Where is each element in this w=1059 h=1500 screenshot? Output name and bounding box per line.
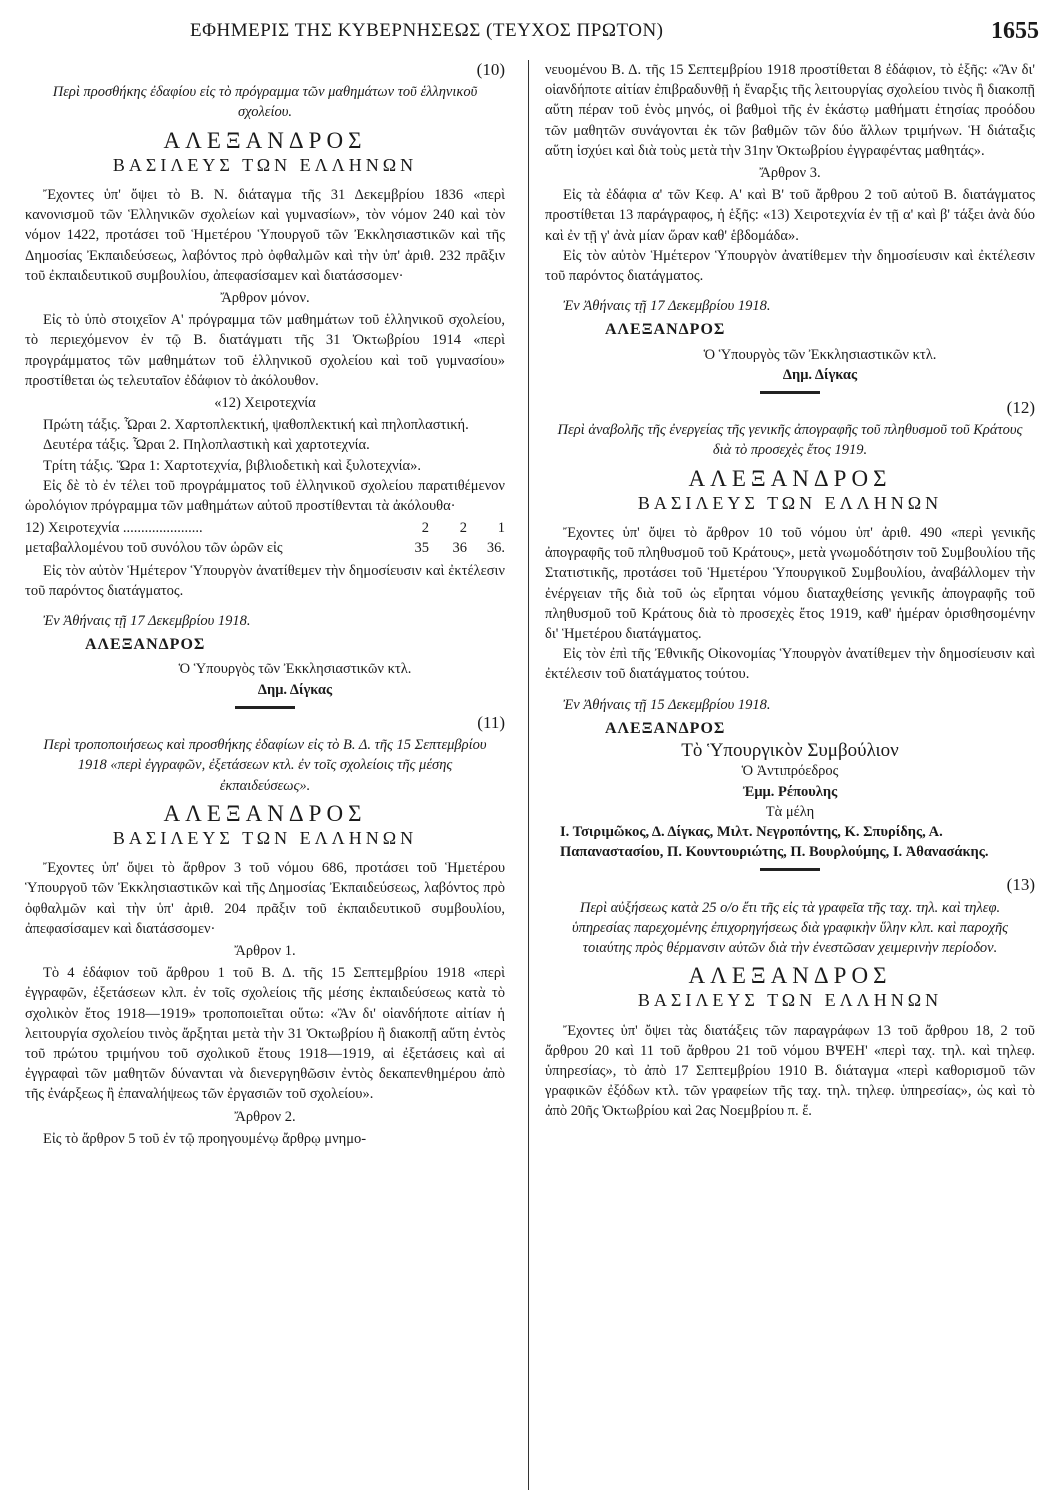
members-title: Τὰ μέλη: [765, 803, 815, 820]
king-subheading: ΒΑΣΙΛΕΥΣ ΤΩΝ ΕΛΛΗΝΩΝ: [112, 827, 418, 848]
decree-10: [25, 60, 505, 709]
article-body: Τὸ 4 ἐδάφιον τοῦ ἄρθρου 1 τοῦ Β. Δ. τῆς 15 Σεπτεμβρίου 1918 «περὶ ἐγγραφῶν, ἐξετάσεων κλπ. ἐν τοῖς σχολείοις τῆς μέσης ἐκπαιδεύσεως κατὰ τὸ σχολικὸν ἔτος 1918—1919» τροποποιεῖται οὕτω: «Ἂν δι' οἱανδήποτε αἰτίαν ἡ λειτουργία σχολείου τινὸς ἄρξηται μετὰ τὴν 31 Ὀκτωβρίου ἢ διακοπῇ αὕτη ἐντὸς τοῦ πρώτου τριμήνου τοῦ σχολικοῦ ἔτους 1918—1919, αἱ ἐξετάσεις καὶ αἱ ἐγγραφαὶ τῶν μαθητῶν δύνανται νὰ διενεργηθῶσιν ἐντὸς δεκαπενθημέρου ἀπὸ τῆς ἐνάρξεως ἢ ἐπαναλήψεως τῶν ἐργασιῶν τοῦ σχολείου».: [25, 965, 505, 1103]
gazette-title: ΕΦΗΜΕΡΙΣ ΤΗΣ ΚΥΒΕΡΝΗΣΕΩΣ (ΤΕΥΧΟΣ ΠΡΩΤΟΝ): [190, 20, 664, 41]
separator-rule: [760, 391, 820, 394]
place-date: Ἐν Ἀθήναις τῇ 15 Δεκεμβρίου 1918.: [563, 696, 771, 713]
article-body: Εἰς δὲ τὸ ἐν τέλει τοῦ προγράμματος τοῦ ἑλληνικοῦ σχολείου παρατιθέμενον ὡρολόγιον πρόγραμμα τῶν μαθημάτων αὐτοῦ προστίθενται τὰ ἀκόλουθα·: [25, 477, 505, 515]
article-body: Εἰς τὸ ὑπὸ στοιχεῖον Α' πρόγραμμα τῶν μαθημάτων τοῦ ἑλληνικοῦ σχολείου, τὸ περιεχόμενον ἐν τῷ Β. διατάγματι τῆς 31 Ὀκτωβρίου 1914 «περὶ προγράμματος τῶν μαθημάτων τοῦ ἑλληνικοῦ σχολείου καὶ τοῦ γυμνασίου» προστίθεται ὡς τελευταῖον ἐδάφιον τὸ ἀκόλουθον.: [25, 312, 505, 389]
article-heading: Ἄρθρον μόνον.: [220, 290, 310, 307]
schedule-line: Δευτέρα τάξις. Ὧραι 2. Πηλοπλαστικὴ καὶ χαρτοτεχνία.: [43, 437, 370, 454]
column-divider: [528, 60, 529, 1490]
king-signature: ΑΛΕΞΑΝΔΡΟΣ: [605, 719, 726, 737]
king-signature: ΑΛΕΞΑΝΔΡΟΣ: [85, 636, 206, 654]
king-heading: ΑΛΕΞΑΝΔΡΟΣ: [163, 127, 367, 153]
vice-president-title: Ὁ Ἀντιπρόεδρος: [741, 763, 839, 780]
minister-title: Ὁ Ὑπουργὸς τῶν Ἐκκλησιαστικῶν κτλ.: [178, 661, 412, 678]
right-column: [545, 60, 1035, 1490]
schedule-line: Τρίτη τάξις. Ὥρα 1: Χαρτοτεχνία, βιβλιοδετικὴ καὶ ξυλοτεχνία».: [43, 457, 422, 474]
row-value: 35: [414, 540, 429, 557]
item-title: «12) Χειροτεχνία: [214, 395, 316, 412]
separator-rule: [235, 706, 295, 709]
hours-table: [25, 518, 505, 558]
decree-number: (13): [1006, 875, 1035, 895]
row-value: 2: [459, 520, 467, 537]
preamble: Ἔχοντες ὑπ' ὄψει τὰς διατάξεις τῶν παραγράφων 13 τοῦ ἄρθρου 18, 2 τοῦ ἄρθρου 20 καὶ 11 τοῦ ἄρθρου 21 τοῦ νόμου ΒΨΕΗ' «περὶ ταχ. τηλ. καὶ τηλεφ. ὑπηρεσίας», τὸ ἀπὸ 17 Σεπτεμβρίου 1910 Β. διάταγμα «περὶ καθορισμοῦ τῶν γραφικῶν ἐξόδων κτλ. τῶν γραφείων τῆς ταχ. τηλ. τηλεφ. ὑπηρεσίας», ὡς καὶ τὸ ἀπὸ 20ῆς Ὀκτωβρίου καὶ 2ας Νοεμβρίου π. ἔ.: [545, 1022, 1035, 1120]
article-body: Εἰς τὰ ἐδάφια α' τῶν Κεφ. Α' καὶ Β' τοῦ ἄρθρου 2 τοῦ αὐτοῦ Β. διατάγματος προστίθεται 13 παράγραφος, ἡ ἑξῆς: «13) Χειροτεχνία ἐν τῇ α' καὶ β' τάξει ἀνὰ δύο καὶ ἐν τῇ γ' ἀνὰ μίαν ὥραν καθ' ἑβδομάδα».: [545, 187, 1035, 244]
king-subheading: ΒΑΣΙΛΕΥΣ ΤΩΝ ΕΛΛΗΝΩΝ: [637, 492, 943, 513]
row-value: 36.: [486, 540, 505, 557]
minister-name: Δημ. Δίγκας: [257, 681, 333, 698]
king-signature: ΑΛΕΞΑΝΔΡΟΣ: [605, 321, 726, 339]
king-subheading: ΒΑΣΙΛΕΥΣ ΤΩΝ ΕΛΛΗΝΩΝ: [637, 990, 943, 1011]
preamble: Ἔχοντες ὑπ' ὄψει τὸ Β. Ν. διάταγμα τῆς 31 Δεκεμβρίου 1836 «περὶ κανονισμοῦ τῶν Ἑλληνικῶν σχολείων καὶ γυμνασίων», τὸν νόμον 240 καὶ τὸν νόμον 1422, προτάσει τοῦ Ἡμετέρου Ὑπουργοῦ τῶν Ἐκκλησιαστικῶν καὶ τῆς Δημοσίας Ἐκπαιδεύσεως, λαβόντος πρὸ ὀφθαλμῶν καὶ τὴν ὑπ' ἀριθ. 232 πρᾶξιν τοῦ ἐκπαιδευτικοῦ συμβουλίου, ἀπεφασίσαμεν καὶ διατάσσομεν·: [25, 187, 505, 284]
minister-title: Ὁ Ὑπουργὸς τῶν Ἐκκλησιαστικῶν κτλ.: [703, 346, 937, 363]
article-heading: Ἄρθρον 3.: [759, 165, 821, 182]
article-heading: Ἄρθρον 1.: [234, 942, 296, 959]
table-row: [25, 518, 505, 538]
page-number: 1655: [991, 18, 1039, 44]
king-heading: ΑΛΕΞΑΝΔΡΟΣ: [163, 800, 367, 826]
decree-subject: Περὶ ἀναβολῆς τῆς ἐνεργείας τῆς γενικῆς ἀπογραφῆς τοῦ πληθυσμοῦ τοῦ Κράτους διὰ τὸ προσεχὲς ἔτος 1919.: [557, 422, 1023, 459]
preamble: Ἔχοντες ὑπ' ὄψει τὸ ἄρθρον 10 τοῦ νόμου ὑπ' ἀριθ. 490 «περὶ γενικῆς ἀπογραφῆς τοῦ πληθυσμοῦ τοῦ Κράτους», μετὰ γνωμοδότησιν τοῦ Συμβουλίου τῆς Στατιστικῆς, προτάσει τοῦ Ἡμετέρου Ὑπουργικοῦ Συμβουλίου, ἀναβάλλομεν τὴν ἐνέργειαν τῆς διὰ τοῦ ὡς εἴρηται νόμου διαταχθείσης γενικῆς ἀπογραφῆς τοῦ πληθυσμοῦ τοῦ Κράτους διὰ τὸ προσεχὲς ἔτος 1919, καθ' ἡμέραν ὁρισθησομένην δι' Ἡμετέρου διατάγματος.: [545, 525, 1035, 643]
row-label: 12) Χειροτεχνία ......................: [25, 520, 203, 537]
decree-11-continued: [545, 60, 1035, 394]
decree-subject: Περὶ προσθήκης ἐδαφίου εἰς τὸ πρόγραμμα τῶν μαθημάτων τοῦ ἑλληνικοῦ σχολείου.: [52, 84, 478, 121]
king-heading: ΑΛΕΞΑΝΔΡΟΣ: [688, 963, 892, 989]
row-value: 2: [421, 520, 429, 537]
article-body: νευομένου Β. Δ. τῆς 15 Σεπτεμβρίου 1918 προστίθεται 8 ἐδάφιον, τὸ ἑξῆς: «Ἂν δι' οἱανδήποτε αἰτίαν ἐπιβραδυνθῇ ἡ ἔναρξις τῆς λειτουργίας σχολείου τινὸς ἢ διακοπῇ αὕτη πέραν τοῦ ἑνὸς μηνός, οἱ βαθμοὶ τῆς ἐν ἑκάστῳ μαθήματι ἐτησίας προόδου τῶν μαθητῶν συνάγονται ἐκ τῶν βαθμῶν τῶν δύο ἄλλων τριμήνων. Ἡ διάταξις αὕτη ἰσχύει καὶ διὰ τοὺς μετὰ τὴν 31ην Ὀκτωβρίου ἐγγραφέντας μαθητάς».: [545, 62, 1035, 159]
decree-13: [545, 875, 1035, 1121]
closing-clause: Εἰς τὸν αὐτὸν Ἡμέτερον Ὑπουργὸν ἀνατίθεμεν τὴν δημοσίευσιν καὶ ἐκτέλεσιν τοῦ παρόντος διατάγματος.: [25, 562, 505, 599]
row-value: 36: [452, 540, 467, 557]
place-date: Ἐν Ἀθήναις τῇ 17 Δεκεμβρίου 1918.: [43, 613, 251, 630]
council-title: Τὸ Ὑπουργικὸν Συμβούλιον: [681, 740, 899, 762]
members-list: Ι. Τσιριμῶκος, Δ. Δίγκας, Μιλτ. Νεγροπόντης, Κ. Σπυρίδης, Α. Παπαναστασίου, Π. Κουντουριώτης, Π. Βουρλούμης, Ι. Ἀθανασάκης.: [560, 823, 989, 861]
king-heading: ΑΛΕΞΑΝΔΡΟΣ: [688, 465, 892, 491]
decree-number: (11): [477, 712, 505, 732]
preamble: Ἔχοντες ὑπ' ὄψει τὸ ἄρθρον 3 τοῦ νόμου 686, προτάσει τοῦ Ἡμετέρου Ὑπουργοῦ τῶν Ἐκκλησιαστικῶν καὶ τῆς Δημοσίας Ἐκπαιδεύσεως, λαβόντος πρὸ ὀφθαλμῶν καὶ τὴν ὑπ' ἀριθ. 204 πρᾶξιν τοῦ ἐκπαιδευτικοῦ συμβουλίου, ἀπεφασίσαμεν καὶ διατάσσομεν·: [25, 860, 505, 937]
place-date: Ἐν Ἀθήναις τῇ 17 Δεκεμβρίου 1918.: [563, 298, 771, 315]
closing-clause: Εἰς τὸν ἐπὶ τῆς Ἐθνικῆς Οἰκονομίας Ὑπουργὸν ἀνατίθεμεν τὴν δημοσίευσιν καὶ ἐκτέλεσιν τοῦ διατάγματος τούτου.: [545, 646, 1035, 683]
page-header: [0, 18, 1059, 52]
schedule-line: Πρώτη τάξις. Ὧραι 2. Χαρτοπλεκτική, ψαθοπλεκτική καὶ πηλοπλαστική.: [43, 417, 469, 434]
left-column: [25, 60, 505, 1490]
vice-president-name: Ἐμμ. Ρέπουλης: [742, 783, 838, 800]
table-row: [25, 538, 505, 558]
decree-subject: Περὶ τροποποιήσεως καὶ προσθήκης ἐδαφίων εἰς τὸ Β. Δ. τῆς 15 Σεπτεμβρίου 1918 «περὶ ἐγγραφῶν, ἐξετάσεων κτλ. ἐν τοῖς σχολείοις τῆς μέσης ἐκπαιδεύσεως».: [43, 737, 487, 794]
row-value: 1: [497, 520, 505, 537]
decree-12: [545, 398, 1035, 871]
article-heading: Ἄρθρον 2.: [234, 1108, 296, 1125]
king-subheading: ΒΑΣΙΛΕΥΣ ΤΩΝ ΕΛΛΗΝΩΝ: [112, 154, 418, 175]
decree-number: (12): [1006, 398, 1035, 418]
separator-rule: [760, 868, 820, 871]
article-body: Εἰς τὸ ἄρθρον 5 τοῦ ἐν τῷ προηγουμένῳ ἄρθρῳ μνημο-: [43, 1130, 367, 1147]
minister-name: Δημ. Δίγκας: [782, 366, 858, 383]
row-label: μεταβαλλομένου τοῦ συνόλου τῶν ὡρῶν εἰς: [25, 540, 283, 557]
decree-subject: Περὶ αὐξήσεως κατὰ 25 ο/ο ἔτι τῆς εἰς τὰ γραφεῖα τῆς ταχ. τηλ. καὶ τηλεφ. ὑπηρεσίας παρεχομένης ἐπιχορηγήσεως διὰ γραφικὴν ὕλην κλπ. καὶ παροχῆς τοιαύτης πρὸς θέρμανσιν αὐτῶν διὰ τὴν ἐνεστῶσαν χειμερινὴν περίοδον.: [571, 899, 1009, 956]
closing-clause: Εἰς τὸν αὐτὸν Ἡμέτερον Ὑπουργὸν ἀνατίθεμεν τὴν δημοσίευσιν καὶ ἐκτέλεσιν τοῦ παρόντος διατάγματος.: [545, 247, 1035, 285]
decree-11: [25, 713, 505, 1149]
decree-number: (10): [476, 60, 505, 79]
